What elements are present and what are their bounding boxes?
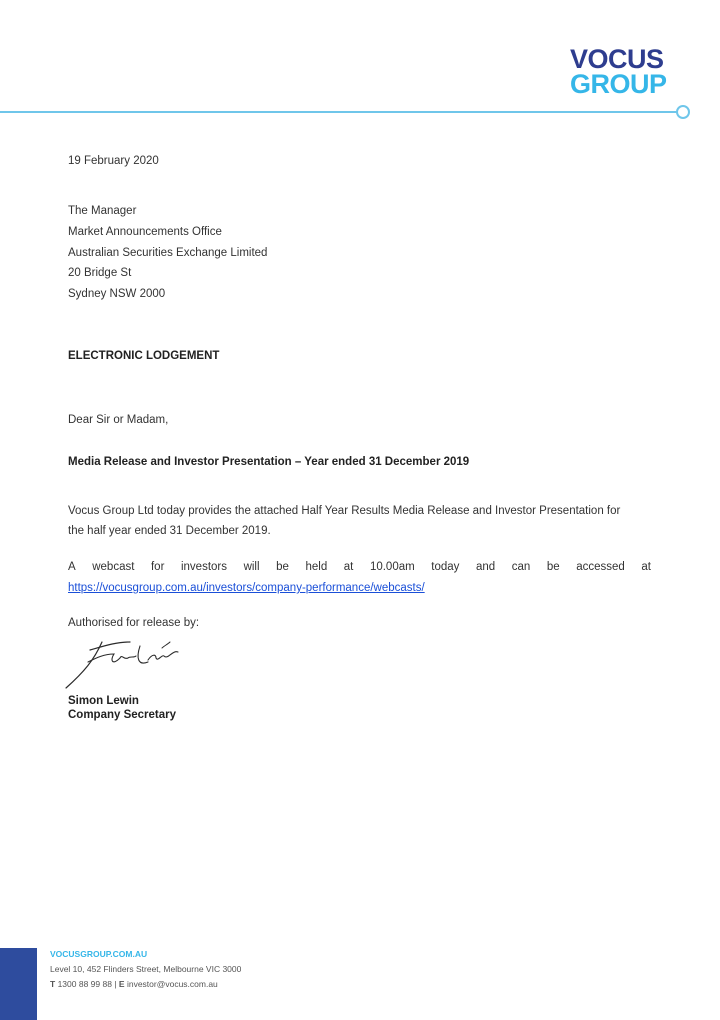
body-word: A — [68, 561, 76, 573]
lodgement-heading: ELECTRONIC LODGEMENT — [68, 350, 220, 362]
webcast-link[interactable]: https://vocusgroup.com.au/investors/company-performance/webcasts/ — [68, 582, 425, 594]
body-word: at — [641, 561, 651, 573]
recipient-line: Australian Securities Exchange Limited — [68, 247, 268, 259]
letter-date: 19 February 2020 — [68, 155, 159, 167]
footer-separator: | — [114, 979, 117, 989]
footer-address: Level 10, 452 Flinders Street, Melbourne VIC 3000 — [50, 964, 242, 974]
footer-phone: 1300 88 99 88 — [57, 979, 112, 989]
body-word: can — [511, 561, 531, 573]
logo-line-1: VOCUS — [570, 44, 664, 74]
body-word: accessed — [576, 561, 625, 573]
body-word: webcast — [92, 561, 135, 573]
body-word: will — [243, 561, 260, 573]
footer-contact — [50, 979, 218, 990]
signatory-name: Simon Lewin — [68, 695, 139, 707]
logo-line-2: GROUP — [570, 69, 667, 99]
salutation: Dear Sir or Madam, — [68, 414, 169, 426]
footer-website: VOCUSGROUP.COM.AU — [50, 949, 148, 959]
body-word: be — [546, 561, 560, 573]
authorised-text: Authorised for release by: — [68, 617, 200, 629]
body-paragraph-2-line-1 — [68, 560, 651, 574]
subject-heading: Media Release and Investor Presentation – Year ended 31 December 2019 — [68, 456, 470, 468]
recipient-line: 20 Bridge St — [68, 267, 132, 279]
footer-brand-square — [0, 948, 37, 1020]
recipient-line: Sydney NSW 2000 — [68, 288, 166, 300]
signature-image — [64, 632, 184, 692]
vocus-group-logo — [570, 46, 674, 98]
body-word: and — [475, 561, 496, 573]
header-rule — [0, 111, 677, 113]
webcast-link-line — [68, 581, 425, 595]
body-word: for — [150, 561, 165, 573]
body-word: 10.00am — [369, 561, 415, 573]
recipient-line: Market Announcements Office — [68, 226, 222, 238]
header-rule-end-dot — [676, 105, 690, 119]
body-word: at — [343, 561, 354, 573]
body-word: be — [276, 561, 289, 573]
body-word: investors — [180, 561, 227, 573]
footer-email: investor@vocus.com.au — [126, 979, 218, 989]
body-paragraph-1-line-2: the half year ended 31 December 2019. — [68, 525, 271, 537]
body-word: held — [305, 561, 328, 573]
recipient-line: The Manager — [68, 205, 137, 217]
footer-phone-label: T — [50, 979, 56, 989]
body-word: today — [431, 561, 460, 573]
footer-email-label: E — [118, 979, 125, 989]
signatory-title: Company Secretary — [68, 709, 177, 721]
body-paragraph-1-line-1: Vocus Group Ltd today provides the attached Half Year Results Media Release and Investor Presentation for — [68, 505, 621, 517]
